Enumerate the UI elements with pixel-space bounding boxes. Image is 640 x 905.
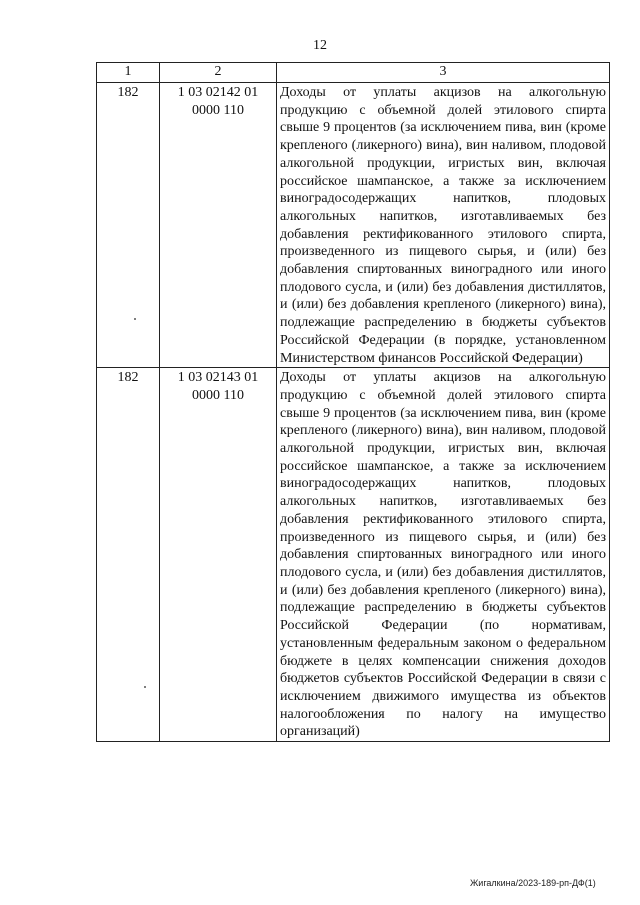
table-header-row bbox=[97, 63, 610, 83]
page-number: 12 bbox=[313, 38, 327, 53]
scan-speck bbox=[144, 686, 146, 688]
admin-code-cell: 182 bbox=[97, 368, 160, 742]
scan-speck bbox=[134, 318, 136, 320]
income-description-cell: Доходы от уплаты акцизов на алкогольную продукцию с объемной долей этилового спирта свыше 9 процентов (за исключением пива, вин (кроме крепленого (ликерного) вина), вин наливом, плодовой алкогольной продукции, игристых вин, включая российское шампанское, а также за исключением виноградосодержащих напитков, плодовых алкогольных напитков, изготавливаемых без добавления ректификованного этилового спирта, произведенного из пищевого сырья, и (или) без добавления спиртованных виноградного или иного плодового сусла, и (или) без добавления дистиллятов, и (или) без добавления крепленого (ликерного) вина), подлежащие распределению в бюджеты субъектов Российской Федерации (по нормативам, установленным федеральным законом о федеральном бюджете в целях компенсации снижения доходов бюджетов субъектов Российской Федерации в связи с исключением движимого имущества из объектов налогообложения по налогу на имущество организаций) bbox=[277, 368, 610, 742]
column-header-1: 1 bbox=[97, 63, 160, 83]
kbk-code-cell: 1 03 02143 01 0000 110 bbox=[160, 368, 277, 742]
budget-classification-table bbox=[96, 62, 610, 742]
income-description-cell: Доходы от уплаты акцизов на алкогольную продукцию с объемной долей этилового спирта свыше 9 процентов (за исключением пива, вин (кроме крепленого (ликерного) вина), вин наливом, плодовой алкогольной продукции, игристых вин, включая российское шампанское, а также за исключением виноградосодержащих напитков, плодовых алкогольных напитков, изготавливаемых без добавления ректификованного этилового спирта, произведенного из пищевого сырья, и (или) без добавления спиртованных виноградного или иного плодового сусла, и (или) без добавления дистиллятов, и (или) без добавления крепленого (ликерного) вина), подлежащие распределению в бюджеты субъектов Российской Федерации (в порядке, установленном Министерством финансов Российской Федерации) bbox=[277, 83, 610, 368]
admin-code-cell: 182 bbox=[97, 83, 160, 368]
column-header-3: 3 bbox=[277, 63, 610, 83]
kbk-code-cell: 1 03 02142 01 0000 110 bbox=[160, 83, 277, 368]
column-header-2: 2 bbox=[160, 63, 277, 83]
document-footer-code: Жигалкина/2023-189-рп-ДФ(1) bbox=[470, 878, 596, 888]
table-row bbox=[97, 368, 610, 742]
table-row bbox=[97, 83, 610, 368]
